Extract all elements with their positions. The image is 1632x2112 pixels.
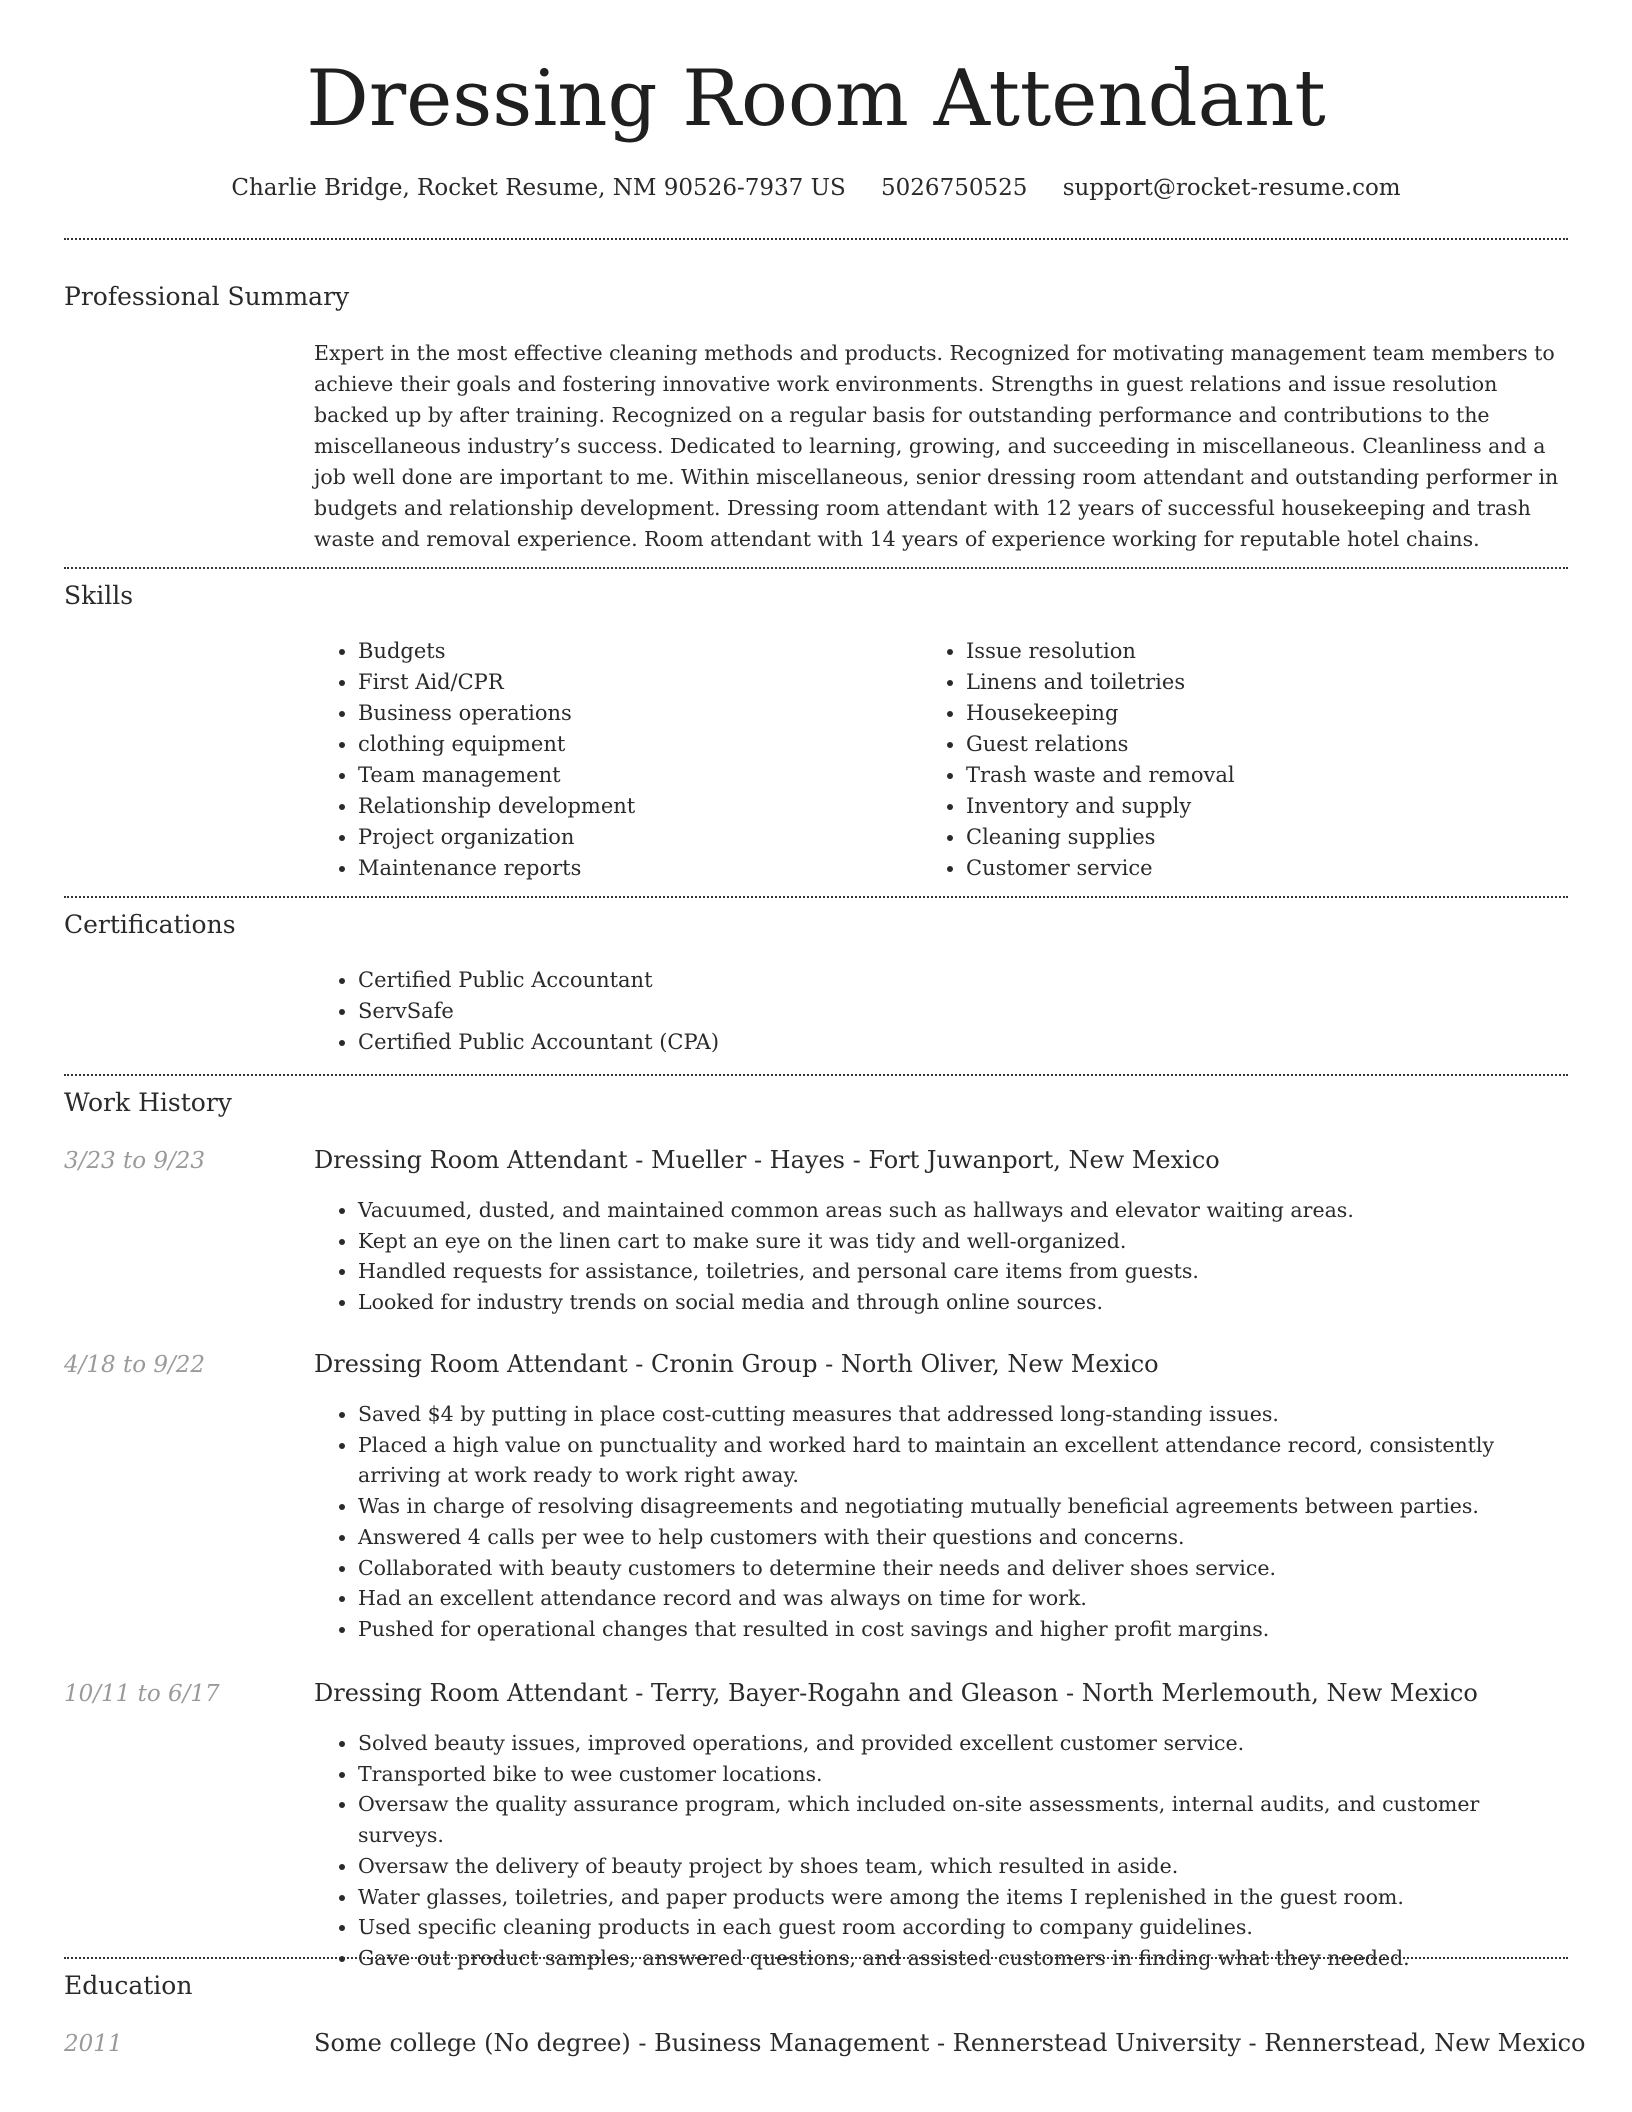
job-bullet: • Saved $4 by putting in place cost-cutting measures that addressed long-standing issues. <box>358 1399 1568 1430</box>
skill-item: • Linens and toiletries <box>966 667 1482 698</box>
divider <box>64 896 1568 898</box>
separator: - <box>817 1350 841 1378</box>
job-bullet: • Answered 4 calls per wee to help customers with their questions and concerns. <box>358 1522 1568 1553</box>
skill-item: • Inventory and supply <box>966 791 1482 822</box>
contact-email: support@rocket-resume.com <box>1062 175 1401 201</box>
separator: - <box>1240 2029 1265 2057</box>
certifications-block <box>314 965 1514 1058</box>
job-location: Fort Juwanport, New Mexico <box>868 1146 1220 1174</box>
divider <box>64 1074 1568 1076</box>
separator: - <box>627 1679 652 1707</box>
skill-item: • Relationship development <box>358 791 874 822</box>
skill-item: • Project organization <box>358 822 874 853</box>
job-bullet: • Used specific cleaning products in each guest room according to company guidelines. <box>358 1912 1568 1943</box>
job-bullet-list <box>314 1728 1568 1974</box>
job-location: North Merlemouth, New Mexico <box>1081 1679 1478 1707</box>
skills-list-right <box>922 636 1482 884</box>
certification-item: • ServSafe <box>358 996 1514 1027</box>
job-heading <box>314 1676 1570 1710</box>
skill-item: • First Aid/CPR <box>358 667 874 698</box>
education-entry <box>314 2026 1586 2060</box>
skills-heading: Skills <box>64 581 134 610</box>
separator: - <box>627 1146 652 1174</box>
education-degree: Some college (No degree) <box>314 2029 631 2057</box>
job-bullet: • Pushed for operational changes that resulted in cost savings and higher profit margins. <box>358 1614 1568 1645</box>
education-location: Rennerstead, New Mexico <box>1264 2029 1586 2057</box>
job-bullet: • Collaborated with beauty customers to determine their needs and deliver shoes service. <box>358 1553 1568 1584</box>
job-bullet: • Handled requests for assistance, toiletries, and personal care items from guests. <box>358 1256 1568 1287</box>
divider <box>64 1957 1568 1959</box>
job-responsibilities <box>314 1399 1568 1645</box>
education-school: Rennerstead University <box>952 2029 1241 2057</box>
certification-item: • Certified Public Accountant (CPA) <box>358 1027 1514 1058</box>
job-bullet: • Kept an eye on the linen cart to make sure it was tidy and well-organized. <box>358 1226 1568 1257</box>
skill-item: • Team management <box>358 760 874 791</box>
job-company: Cronin Group <box>651 1350 818 1378</box>
page-title: Dressing Room Attendant <box>306 54 1326 144</box>
skill-item: • clothing equipment <box>358 729 874 760</box>
skill-item: • Cleaning supplies <box>966 822 1482 853</box>
skills-column-right <box>922 636 1482 884</box>
job-dates: 3/23 to 9/23 <box>64 1148 206 1174</box>
separator: - <box>929 2029 953 2057</box>
summary-heading: Professional Summary <box>64 282 350 311</box>
job-heading <box>314 1347 1570 1381</box>
skill-item: • Guest relations <box>966 729 1482 760</box>
job-dates: 10/11 to 6/17 <box>64 1681 220 1707</box>
job-responsibilities <box>314 1728 1568 1974</box>
education-heading: Education <box>64 1971 193 2000</box>
divider <box>64 238 1568 240</box>
contact-address: Charlie Bridge, Rocket Resume, NM 90526-7937 US <box>231 175 846 201</box>
job-bullet: • Was in charge of resolving disagreements and negotiating mutually beneficial agreements between parties. <box>358 1491 1568 1522</box>
skills-list-left <box>314 636 874 884</box>
separator: - <box>627 1350 652 1378</box>
job-bullet: • Transported bike to wee customer locations. <box>358 1759 1568 1790</box>
separator: - <box>630 2029 655 2057</box>
education-year: 2011 <box>64 2031 123 2057</box>
job-bullet-list <box>314 1195 1568 1318</box>
job-bullet: • Vacuumed, dusted, and maintained common areas such as hallways and elevator waiting areas. <box>358 1195 1568 1226</box>
job-bullet: • Looked for industry trends on social media and through online sources. <box>358 1287 1568 1318</box>
contact-phone: 5026750525 <box>881 175 1028 201</box>
job-bullet: • Gave out product samples, answered questions, and assisted customers in finding what they needed. <box>358 1943 1568 1974</box>
certifications-heading: Certifications <box>64 910 236 939</box>
separator: - <box>1058 1679 1082 1707</box>
certifications-list <box>314 965 1514 1058</box>
job-heading <box>314 1143 1570 1177</box>
divider <box>64 567 1568 569</box>
job-bullet: • Placed a high value on punctuality and worked hard to maintain an excellent attendance record, consistently arriving at work ready to work right away. <box>358 1430 1568 1491</box>
job-bullet: • Water glasses, toiletries, and paper products were among the items I replenished in the guest room. <box>358 1882 1568 1913</box>
job-bullet: • Oversaw the delivery of beauty project by shoes team, which resulted in aside. <box>358 1851 1568 1882</box>
job-title: Dressing Room Attendant <box>314 1146 628 1174</box>
skills-column-left <box>314 636 874 884</box>
skill-item: • Business operations <box>358 698 874 729</box>
certification-item: • Certified Public Accountant <box>358 965 1514 996</box>
job-company: Mueller - Hayes <box>651 1146 845 1174</box>
separator: - <box>845 1146 869 1174</box>
job-bullet: • Oversaw the quality assurance program, which included on-site assessments, internal audits, and customer surveys. <box>358 1789 1568 1850</box>
summary-text: Expert in the most effective cleaning methods and products. Recognized for motivating management team members to achieve their goals and fostering innovative work environments. Strengths in guest relations and issue resolution backed up by after training. Recognized on a regular basis for outstanding performance and contributions to the miscellaneous industry’s success. Dedicated to learning, growing, and succeeding in miscellaneous. Cleanliness and a job well done are important to me. Within miscellaneous, senior dressing room attendant and outstanding performer in budgets and relationship development. Dressing room attendant with 12 years of successful housekeeping and trash waste and removal experience. Room attendant with 14 years of experience working for reputable hotel chains. <box>314 341 1559 551</box>
skill-item: • Trash waste and removal <box>966 760 1482 791</box>
skill-item: • Housekeeping <box>966 698 1482 729</box>
job-responsibilities <box>314 1195 1568 1318</box>
skill-item: • Maintenance reports <box>358 853 874 884</box>
skill-item: • Issue resolution <box>966 636 1482 667</box>
skill-item: • Budgets <box>358 636 874 667</box>
job-title: Dressing Room Attendant <box>314 1350 628 1378</box>
job-bullet-list <box>314 1399 1568 1645</box>
education-field: Business Management <box>654 2029 930 2057</box>
job-company: Terry, Bayer-Rogahn and Gleason <box>651 1679 1059 1707</box>
job-dates: 4/18 to 9/22 <box>64 1352 206 1378</box>
job-bullet: • Had an excellent attendance record and was always on time for work. <box>358 1583 1568 1614</box>
job-location: North Oliver, New Mexico <box>840 1350 1159 1378</box>
skill-item: • Customer service <box>966 853 1482 884</box>
job-bullet: • Solved beauty issues, improved operations, and provided excellent customer service. <box>358 1728 1568 1759</box>
job-title: Dressing Room Attendant <box>314 1679 628 1707</box>
contact-line <box>0 168 1632 208</box>
work-heading: Work History <box>64 1088 232 1117</box>
